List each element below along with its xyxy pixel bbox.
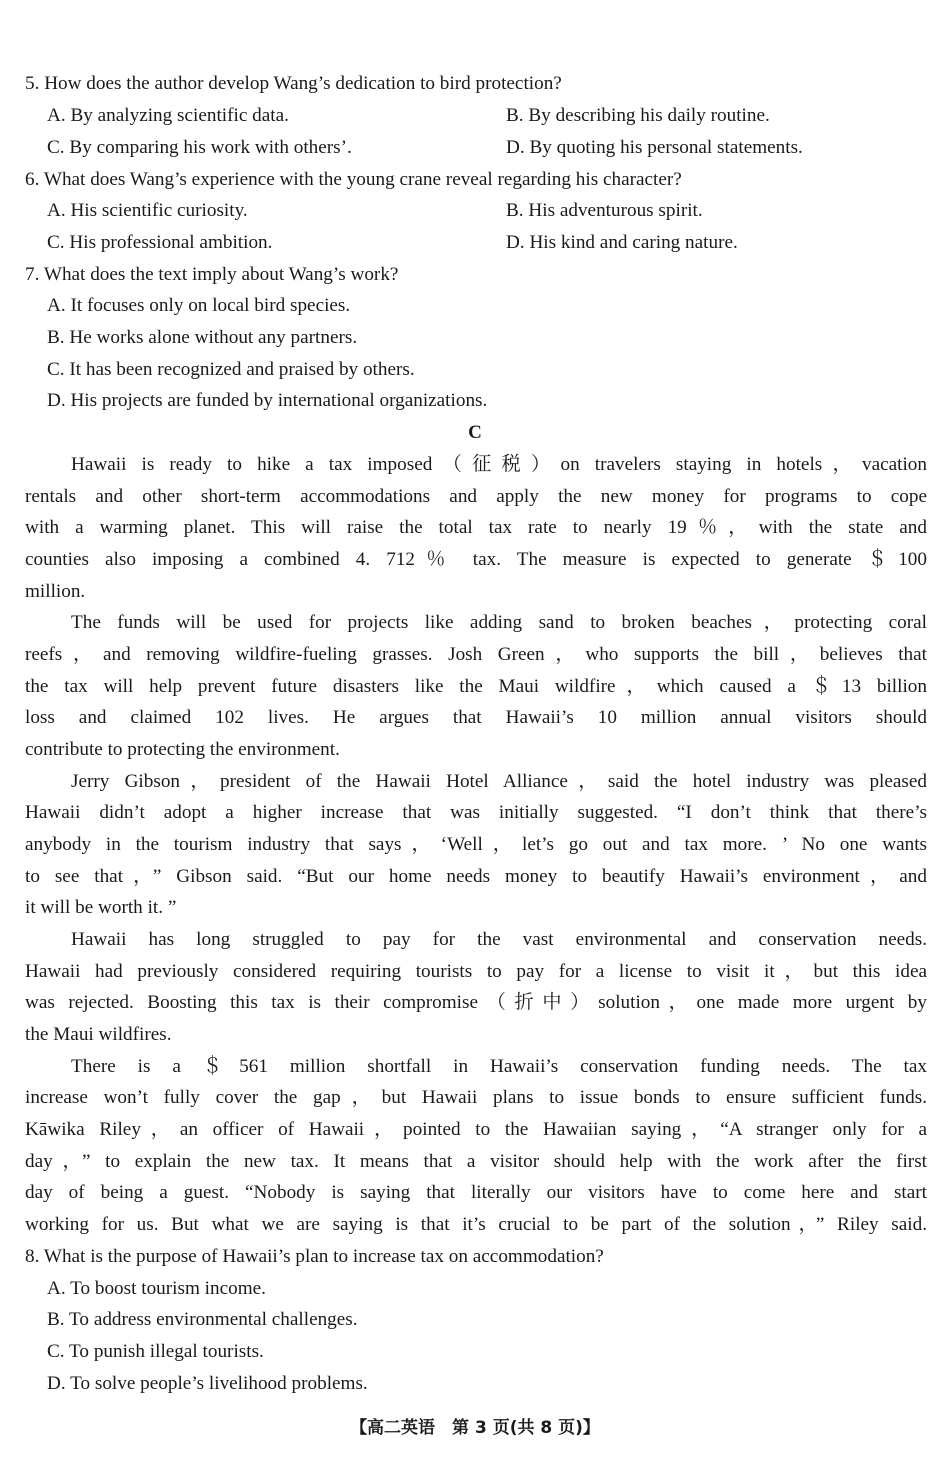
question-7-option-b: B. He works alone without any partners.: [47, 327, 358, 348]
question-7-option-c: C. It has been recognized and praised by others.: [47, 359, 415, 380]
paragraph-3-line: Hawaii didn’t adopt a higher increase that was initially suggested. “I don’t think that there’s: [25, 802, 927, 823]
paragraph-5-line: Kāwika Riley，an officer of Hawaii，pointed to the Hawaiian saying，“A stranger only for a: [25, 1119, 927, 1140]
paragraph-4-line: Hawaii has long struggled to pay for the vast environmental and conservation needs.: [71, 929, 927, 950]
question-8-option-c: C. To punish illegal tourists.: [47, 1341, 264, 1362]
question-6-option-b: B. His adventurous spirit.: [506, 200, 703, 221]
question-8-option-d: D. To solve people’s livelihood problems.: [47, 1373, 368, 1394]
paragraph-2-line: contribute to protecting the environment.: [25, 739, 340, 760]
paragraph-2-line: loss and claimed 102 lives. He argues that Hawaii’s 10 million annual visitors should: [25, 707, 927, 728]
paragraph-2-line: the tax will help prevent future disasters like the Maui wildfire，which caused a ＄13 billion: [25, 676, 927, 697]
paragraph-1-line: rentals and other short-term accommodations and apply the new money for programs to cope: [25, 486, 927, 507]
paragraph-5-line: There is a ＄561 million shortfall in Hawaii’s conservation funding needs. The tax: [71, 1056, 927, 1077]
paragraph-1-line: million.: [25, 581, 86, 602]
question-6-stem: 6. What does Wang’s experience with the young crane reveal regarding his character?: [25, 169, 682, 190]
paragraph-1-line: Hawaii is ready to hike a tax imposed（征税）on travelers staying in hotels，vacation: [71, 454, 927, 475]
question-5-option-d: D. By quoting his personal statements.: [506, 137, 803, 158]
question-6-option-d: D. His kind and caring nature.: [506, 232, 738, 253]
paragraph-2-line: The funds will be used for projects like adding sand to broken beaches，protecting coral: [71, 612, 927, 633]
question-5-option-a: A. By analyzing scientific data.: [47, 105, 289, 126]
paragraph-3-line: it will be worth it. ”: [25, 897, 177, 918]
question-8-option-b: B. To address environmental challenges.: [47, 1309, 358, 1330]
paragraph-2-line: reefs，and removing wildfire-fueling grasses. Josh Green，who supports the bill，believes that: [25, 644, 927, 665]
question-8-option-a: A. To boost tourism income.: [47, 1278, 266, 1299]
question-5-stem: 5. How does the author develop Wang’s dedication to bird protection?: [25, 73, 562, 94]
page-footer: 【高二英语 第 3 页(共 8 页)】: [350, 1418, 600, 1438]
question-6-option-c: C. His professional ambition.: [47, 232, 273, 253]
paragraph-5-line: day of being a guest. “Nobody is saying that literally our visitors have to come here and start: [25, 1182, 927, 1203]
paragraph-5-line: increase won’t fully cover the gap，but Hawaii plans to issue bonds to ensure sufficient funds.: [25, 1087, 927, 1108]
question-5-option-c: C. By comparing his work with others’.: [47, 137, 352, 158]
paragraph-4-line: Hawaii had previously considered requiring tourists to pay for a license to visit it，but this idea: [25, 961, 927, 982]
section-title: C: [468, 422, 482, 443]
paragraph-5-line: working for us. But what we are saying is that it’s crucial to be part of the solution，” Riley said.: [25, 1214, 927, 1235]
question-7-option-d: D. His projects are funded by international organizations.: [47, 390, 488, 411]
paragraph-5-line: day，” to explain the new tax. It means that a visitor should help with the work after the first: [25, 1151, 927, 1172]
paragraph-3-line: Jerry Gibson，president of the Hawaii Hotel Alliance，said the hotel industry was pleased: [71, 771, 927, 792]
paragraph-1-line: with a warming planet. This will raise the total tax rate to nearly 19％，with the state and: [25, 517, 927, 538]
question-8-stem: 8. What is the purpose of Hawaii’s plan to increase tax on accommodation?: [25, 1246, 604, 1267]
paragraph-3-line: to see that，” Gibson said. “But our home needs money to beautify Hawaii’s environment，and: [25, 866, 927, 887]
question-7-stem: 7. What does the text imply about Wang’s work?: [25, 264, 399, 285]
paragraph-4-line: was rejected. Boosting this tax is their compromise（折中）solution，one made more urgent by: [25, 992, 927, 1013]
question-7-option-a: A. It focuses only on local bird species.: [47, 295, 351, 316]
question-6-option-a: A. His scientific curiosity.: [47, 200, 248, 221]
paragraph-1-line: counties also imposing a combined 4. 712％ tax. The measure is expected to generate ＄100: [25, 549, 927, 570]
paragraph-3-line: anybody in the tourism industry that says，‘Well，let’s go out and tax more. ’ No one wants: [25, 834, 927, 855]
paragraph-4-line: the Maui wildfires.: [25, 1024, 172, 1045]
question-5-option-b: B. By describing his daily routine.: [506, 105, 770, 126]
